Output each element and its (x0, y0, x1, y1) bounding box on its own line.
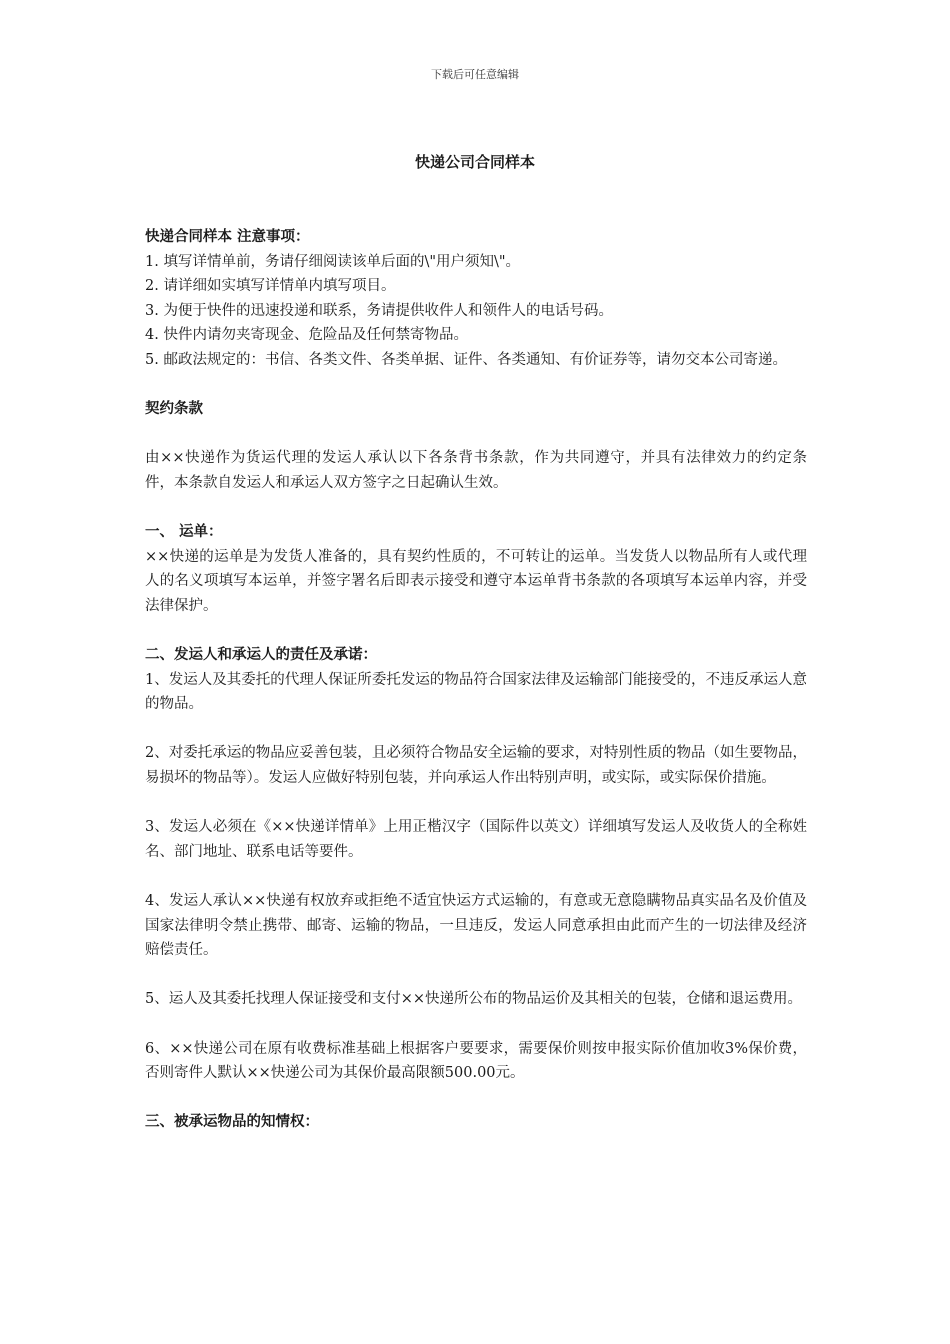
spacer (145, 717, 807, 742)
spacer (145, 864, 807, 889)
section2-item-3: 3、发运人必须在《××快递详情单》上用正楷汉字（国际件以英文）详细填写发运人及收货人的全称姓名、部门地址、联系电话等要件。 (145, 819, 807, 860)
section2-item-1: 1、发运人及其委托的代理人保证所委托发运的物品符合国家法律及运输部门能接受的，不违反承运人意的物品。 (145, 671, 807, 713)
section2-item-6: 6、××快递公司在原有收费标准基础上根据客户要要求，需要保价则按申报实际价值加收3%保价费，否则寄件人默认××快递公司为其保价最高限额500.00元。 (145, 1040, 807, 1082)
spacer (145, 1086, 807, 1111)
spacer (145, 619, 807, 644)
spacer (145, 496, 807, 521)
terms-intro: 由××快递作为货运代理的发运人承认以下各条背书条款，作为共同遵守，并具有法律效力的约定条件，本条款自发运人和承运人双方签字之日起确认生效。 (145, 450, 807, 491)
section2-item-2: 2、对委托承运的物品应妥善包装，且必须符合物品安全运输的要求，对特别性质的物品（如生要物品，易损坏的物品等）。发运人应做好特别包装，并向承运人作出特别声明，或实际，或实际保价措施。 (145, 745, 807, 787)
section3-heading: 三、被承运物品的知情权： (145, 1113, 319, 1131)
spacer (145, 963, 807, 988)
document-title: 快递公司合同样本 (414, 153, 535, 171)
header-note: 下载后可任意编辑 (431, 68, 519, 81)
spacer (145, 1012, 807, 1037)
spacer (145, 373, 807, 398)
spacer (145, 422, 807, 447)
section1-heading: 一、 运单： (145, 523, 223, 541)
notes-item-3: 3. 为便于快件的迅速投递和联系，务请提供收件人和领件人的电话号码。 (145, 302, 613, 319)
section1-text: ××快递的运单是为发货人准备的，具有契约性质的，不可转让的运单。当发货人以物品所有人或代理人的名义项填写本运单，并签字署名后即表示接受和遵守本运单背书条款的各项填写本运单内容，并受法律保护。 (145, 548, 807, 614)
notes-item-2: 2. 请详细如实填写详情单内填写项目。 (145, 278, 396, 295)
terms-heading: 契约条款 (145, 400, 203, 418)
spacer (145, 791, 807, 816)
notes-item-5: 5. 邮政法规定的：书信、各类文件、各类单据、证件、各类通知、有价证券等，请勿交本公司寄递。 (145, 351, 787, 368)
notes-heading: 快递合同样本 注意事项： (145, 228, 310, 245)
section2-item-4: 4、发运人承认××快递有权放弃或拒绝不适宜快运方式运输的，有意或无意隐瞒物品真实品名及价值及国家法律明令禁止携带、邮寄、运输的物品，一旦违反，发运人同意承担由此而产生的一切法律及经济赔偿责任。 (145, 893, 807, 959)
section2-item-5: 5、运人及其委托找理人保证接受和支付××快递所公布的物品运价及其相关的包装，仓储和退运费用。 (145, 991, 803, 1008)
document-body (145, 225, 807, 1135)
section2-heading: 二、发运人和承运人的责任及承诺： (145, 646, 377, 664)
notes-item-4: 4. 快件内请勿夹寄现金、危险品及任何禁寄物品。 (145, 327, 468, 344)
notes-item-1: 1. 填写详情单前，务请仔细阅读该单后面的\"用户须知\"。 (145, 253, 521, 270)
